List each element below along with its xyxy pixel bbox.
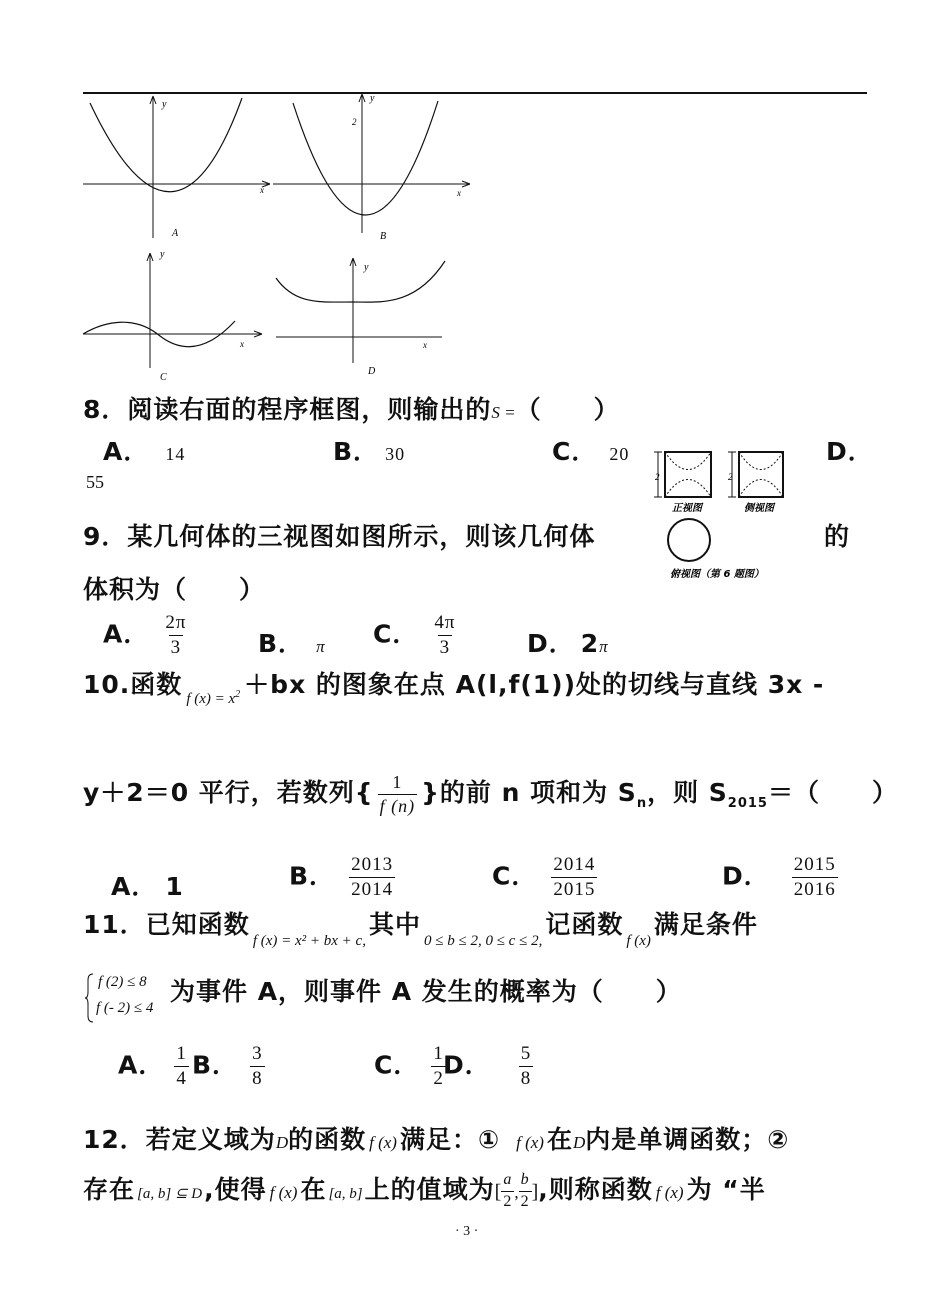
graph-d-curve	[276, 261, 445, 302]
q9-option-a-letter: A．	[103, 619, 150, 649]
graph-c-y-label: y	[160, 249, 165, 260]
q11-option-a	[118, 1043, 189, 1090]
q10-fx-base: f (x) = x	[186, 691, 236, 707]
q12-D: D	[275, 1133, 289, 1152]
graph-b	[273, 93, 470, 242]
q9-option-a-den: 3	[170, 636, 182, 658]
q11-cond: 0 ≤ b ≤ 2, 0 ≤ c ≤ 2,	[423, 933, 543, 949]
q11-option-b-num: 3	[252, 1043, 263, 1064]
page-number: · 3 ·	[455, 1224, 479, 1239]
q11-sys1: f (2) ≤ 8	[98, 974, 147, 990]
q12-ab: [a, b]	[328, 1186, 363, 1202]
q9-text-b: 的	[824, 522, 851, 551]
q11-option-b-letter: B．	[192, 1050, 239, 1080]
q9-option-a	[103, 612, 188, 659]
q10-number: 10.	[83, 670, 131, 699]
q12-text-g: ,使得	[204, 1175, 267, 1204]
q9-option-c-letter: C．	[373, 619, 419, 649]
q11-option-c-den: 2	[433, 1067, 444, 1089]
q11-option-c	[374, 1043, 446, 1090]
q9-option-d	[527, 624, 608, 660]
q8-option-a-letter: A．	[103, 437, 150, 466]
q11-sys2: f (- 2) ≤ 4	[96, 1000, 154, 1016]
q10-option-d-letter: D．	[722, 861, 770, 891]
question-10	[83, 665, 825, 707]
question-12	[83, 1120, 789, 1156]
graph-d-x-label: x	[423, 340, 427, 350]
q10-frac-den: f (n)	[379, 795, 416, 816]
question-11	[83, 905, 758, 949]
graph-c-x-label: x	[240, 339, 244, 349]
three-view-figure	[652, 447, 802, 582]
top-view	[668, 519, 764, 580]
q10-option-b-num: 2013	[351, 854, 394, 875]
q12-text-b: 的函数	[288, 1125, 367, 1154]
q10-option-c-letter: C．	[492, 861, 538, 891]
question-9	[83, 517, 595, 553]
q12-text-k: 为 “半	[686, 1175, 766, 1204]
q12-text-d: 在	[546, 1125, 573, 1154]
q9-option-c-num: 4π	[434, 612, 456, 633]
q11-option-d-letter: D．	[443, 1050, 491, 1080]
graph-a-label: A	[172, 228, 179, 239]
q8-option-b	[333, 432, 405, 468]
q11-option-d-num: 5	[520, 1043, 532, 1064]
q10-option-a-letter: A．	[111, 872, 158, 901]
graph-c-label: C	[160, 372, 167, 383]
q11-option-a-letter: A．	[118, 1050, 165, 1080]
q9-option-d-letter: D．	[527, 629, 575, 658]
q8-option-a	[103, 432, 185, 468]
q8-text: 阅读右面的程序框图，则输出的	[127, 395, 492, 424]
q8-option-c-letter: C．	[552, 437, 598, 466]
q11-brace	[84, 972, 94, 1024]
q10-option-d-frac	[792, 854, 838, 901]
q12-text-i: 上的值域为	[364, 1175, 495, 1204]
graph-b-y-label: y	[370, 93, 375, 104]
graph-d	[276, 258, 445, 377]
q11-text-d: 满足条件	[653, 910, 758, 939]
q12-frac-b	[519, 1171, 532, 1211]
q11-option-d-den: 8	[520, 1067, 532, 1089]
q12-fx-3: f (x)	[269, 1183, 298, 1202]
graph-c	[83, 249, 262, 383]
front-view	[654, 452, 711, 514]
q10-option-b-frac	[349, 854, 395, 901]
graph-a-y-label: y	[162, 99, 167, 110]
q10-frac-num: 1	[392, 772, 403, 792]
q9-number: 9．	[83, 522, 128, 551]
q12-frac-a-num: a	[503, 1171, 513, 1189]
q11-option-b-den: 8	[252, 1067, 263, 1089]
q10-sub-2015: 2015	[727, 796, 768, 812]
q11-option-b	[192, 1043, 265, 1090]
graph-a-curve	[90, 98, 242, 192]
q11-number: 11．	[83, 910, 146, 939]
q8-option-d-letter: D．	[826, 437, 874, 466]
q9-text-a: 某几何体的三视图如图所示，则该几何体	[127, 522, 596, 551]
q10-text-c: y＋2＝0 平行，若数列{	[83, 778, 374, 808]
graph-a	[83, 96, 270, 239]
graph-d-y-label: y	[364, 262, 369, 273]
q11-text-a: 已知函数	[145, 910, 250, 939]
q10-option-b-letter: B．	[289, 861, 336, 891]
q12-text-f: 存在	[83, 1175, 136, 1204]
graph-d-label: D	[368, 366, 376, 377]
q8-math: S =	[491, 403, 516, 422]
q12-text-h: 在	[300, 1175, 327, 1204]
q11-option-b-frac	[250, 1043, 265, 1090]
q11-option-d	[443, 1043, 533, 1090]
side-view-dim: 2	[728, 472, 733, 482]
q12-fx: f (x)	[369, 1133, 397, 1152]
q11-text-b: 其中	[368, 910, 421, 939]
q9-option-d-value: 2	[580, 629, 600, 658]
q10-option-a	[111, 867, 184, 903]
q10-line-2	[83, 772, 898, 816]
q8-option-b-letter: B．	[333, 437, 380, 466]
q9-option-c-den: 3	[439, 636, 451, 658]
q12-frac-a-den: 2	[503, 1192, 513, 1210]
q10-text-d: }的前 n 项和为 S	[421, 778, 637, 808]
function-graphs-figure	[80, 93, 480, 383]
graph-b-label: B	[380, 231, 387, 242]
q8-option-d-value: 55	[86, 472, 104, 492]
graph-b-tick: 2	[352, 117, 357, 127]
q10-option-a-value: 1	[165, 872, 184, 901]
question-8	[83, 390, 620, 426]
q10-option-d-num: 2015	[793, 854, 836, 875]
q9-text-c: 体积为（ ）	[83, 575, 266, 604]
q12-number: 12．	[83, 1125, 146, 1154]
q10-option-d-den: 2016	[793, 878, 836, 900]
graph-a-x-label: x	[260, 185, 264, 195]
q12-ab-sub: [a, b] ⊆ D	[137, 1186, 203, 1202]
q9-option-b-value: π	[316, 637, 325, 656]
q9-option-b-letter: B．	[258, 629, 305, 658]
q8-option-c	[552, 432, 629, 468]
q12-line-2: 存在 [a, b] ⊆ D,使得 f (x) 在 [a, b]上的值域为[ $\frac{a}{2}$ , $\frac{b}{2}$ ],则称函数 f (x) 为 “半	[83, 1171, 766, 1210]
q9-option-c-frac	[432, 612, 457, 659]
q11-option-d-frac	[519, 1043, 534, 1090]
q10-text-a: 函数	[130, 670, 183, 699]
graph-b-x-label: x	[457, 188, 461, 198]
q12-frac-a	[501, 1171, 514, 1211]
q11-option-a-num: 1	[176, 1043, 187, 1064]
q10-option-d	[722, 854, 838, 901]
q11-option-c-num: 1	[433, 1043, 444, 1064]
q9-option-b	[258, 624, 325, 660]
q10-frac	[378, 772, 418, 816]
q10-fx-exp: 2	[235, 689, 241, 700]
q11-fx: f (x) = x² + bx + c,	[252, 933, 366, 949]
q10-text-e: ，则 S	[647, 778, 728, 808]
q9-option-d-suffix: π	[599, 637, 608, 656]
q12-frac-b-num: b	[520, 1171, 530, 1189]
q10-text-f: ＝（ ）	[767, 778, 898, 808]
q8-option-a-value: 14	[165, 444, 186, 464]
side-view-label: 侧视图	[744, 503, 774, 514]
q12-text-e: 内是单调函数；②	[585, 1125, 790, 1154]
q12-text-c: 满足：①	[399, 1125, 501, 1154]
q9-option-a-num: 2π	[165, 612, 187, 633]
q12-fx-2: f (x)	[516, 1133, 544, 1152]
q10-option-c	[492, 854, 597, 901]
q8-number: 8．	[83, 395, 128, 424]
q10-fx	[186, 691, 240, 707]
q10-text-b: ＋bx 的图象在点 A(l,f(1))处的切线与直线 3x -	[244, 670, 825, 699]
q11-text-e: 为事件 A，则事件 A 发生的概率为（ ）	[170, 977, 682, 1006]
q12-fx-4: f (x)	[655, 1183, 684, 1202]
q10-sub-n: n	[636, 796, 648, 812]
q10-option-b-den: 2014	[351, 878, 394, 900]
q8-paren: （ ）	[515, 395, 620, 424]
q8-option-c-value: 20	[609, 444, 630, 464]
q12-text-a: 若定义域为	[145, 1125, 276, 1154]
q10-option-b	[289, 854, 395, 901]
graph-b-curve	[293, 101, 438, 215]
q8-option-b-value: 30	[385, 444, 406, 464]
q10-option-c-frac	[551, 854, 597, 901]
q12-text-j: ,则称函数	[538, 1175, 653, 1204]
q12-D-2: D	[572, 1133, 586, 1152]
q11-option-c-letter: C．	[374, 1050, 420, 1080]
q10-option-c-num: 2014	[553, 854, 596, 875]
q9-option-c	[373, 612, 457, 659]
top-view-label: 俯视图（第 6 题图）	[670, 569, 764, 580]
side-view	[728, 452, 783, 514]
q12-frac-b-den: 2	[520, 1192, 530, 1210]
q11-fx2: f (x)	[626, 933, 651, 949]
q11-option-a-den: 4	[176, 1067, 187, 1089]
q9-option-a-frac	[163, 612, 188, 659]
front-view-label: 正视图	[672, 503, 702, 514]
q10-option-c-den: 2015	[553, 878, 596, 900]
front-view-dim: 2	[655, 472, 660, 482]
q11-option-a-frac	[174, 1043, 189, 1090]
q11-text-c: 记函数	[545, 910, 624, 939]
